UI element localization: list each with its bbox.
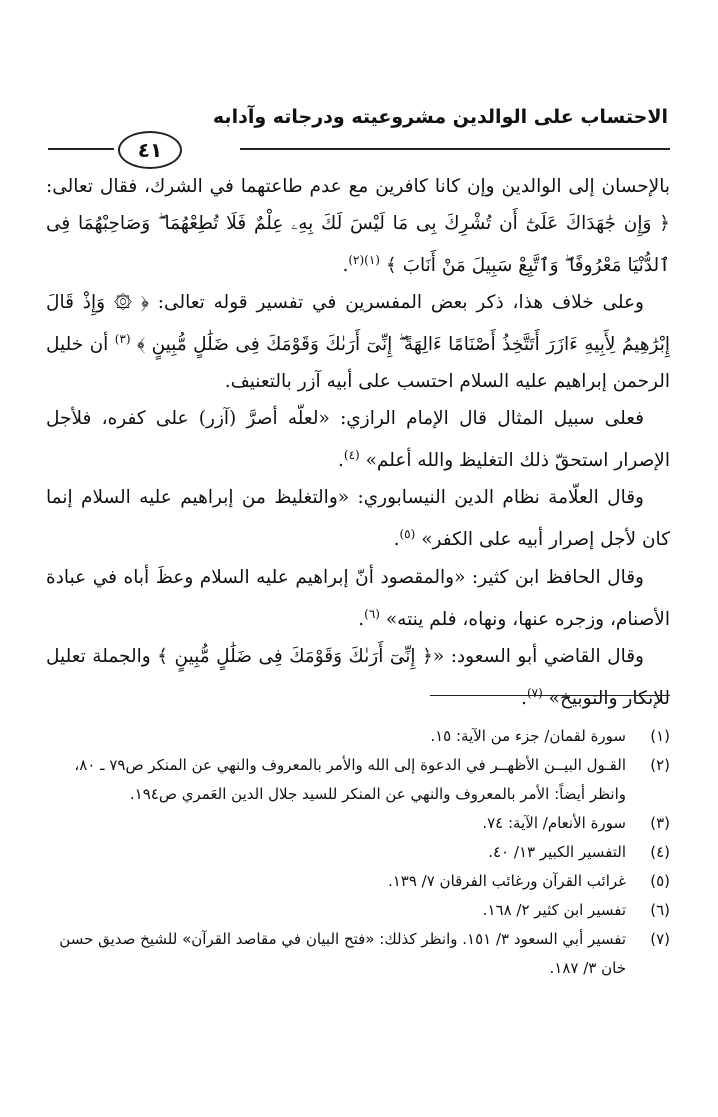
footnote-divider: [430, 695, 670, 696]
footnote: (٧) تفسير أبي السعود ٣/ ١٥١. وانظر كذلك: «فتح البيان في مقاصد القرآن» للشيخ صديق حسن خان ٣/ ١٨٧.: [59, 930, 670, 977]
paragraph: وقال الحافظ ابن كثير: «والمقصود أنّ إبراهيم عليه السلام وعظَ أباه في عبادة الأصنام، وزجره عنها، ونهاه، فلم ينته» $^{(٦)}$.: [46, 566, 670, 630]
footnote-ref: (٤): [343, 448, 360, 463]
paragraph: فعلى سبيل المثال قال الإمام الرازي: «لعلّه أصرَّ (آزر) على كفره، فلأجل الإصرار استحقّ ذلك التغليظ والله أعلم» $^{(٤)}$.: [46, 408, 670, 472]
footnotes: [46, 722, 670, 983]
footnote: (١) سورة لقمان/ جزء من الآية: ١٥.: [430, 727, 670, 745]
header-rule-right: [240, 148, 670, 150]
main-text: [46, 168, 670, 717]
footnote: (٢) القـول البيــن الأظهــر في الدعوة إلى الله والأمر بالمعروف والنهي عن المنكر ص٧٩ ـ ٨٠، وانظر أيضاً: الأمر بالمعروف والنهي عن المنكر للسيد جلال الدين العَمري ص١٩٤.: [74, 756, 670, 803]
footnote-ref: (٦): [364, 606, 380, 621]
footnote-ref: (١)(٢): [348, 253, 380, 267]
footnote: (٣) سورة الأنعام/ الآية: ٧٤.: [482, 814, 670, 832]
running-header-title: الاحتساب على الوالدين مشروعيته ودرجاته وآدابه: [212, 106, 668, 128]
paragraph: بالإحسان إلى الوالدين وإن كانا كافرين مع عدم طاعتهما في الشرك، فقال تعالى: ﴿ وَإِن جَٰهَدَاكَ عَلَىٰٓ أَن تُشْرِكَ بِى مَا لَيْسَ لَكَ بِهِۦ عِلْمٌ فَلَا تُطِعْهُمَا ۖ وَصَاحِبْهُمَا فِى ٱلدُّنْيَا مَعْرُوفًا ۖ وَٱتَّبِعْ سَبِيلَ مَنْ أَنَابَ ﴾ $^{(١)(٢)}$.: [46, 176, 670, 277]
header-rule-left: [48, 148, 114, 150]
footnote: (٤) التفسير الكبير ١٣/ ٤٠.: [488, 843, 670, 861]
paragraph: وقال القاضي أبو السعود: «﴿ إِنِّىٓ أَرَىٰكَ وَقَوْمَكَ فِى ضَلَٰلٍ مُّبِينٍ ﴾ والجملة تعليل للإنكار والتوبيخ» $^{(٧)}$.: [46, 645, 670, 709]
paragraph: وعلى خلاف هذا، ذكر بعض المفسرين في تفسير قوله تعالى: ﴿ ۞ وَإِذْ قَالَ إِبْرَٰهِيمُ لِأَبِيهِ ءَازَرَ أَتَتَّخِذُ أَصْنَامًا ءَالِهَةً ۖ إِنِّىٓ أَرَىٰكَ وَقَوْمَكَ فِى ضَلَٰلٍ مُّبِينٍ ﴾ $^{(٣)}$ أن خليل الرحمن إبراهيم عليه السلام احتسب على أبيه آزر بالتعنيف.: [46, 292, 670, 393]
footnote: (٦) تفسير ابن كثير ٢/ ١٦٨.: [482, 901, 670, 919]
page-number: ٤١: [118, 131, 182, 169]
footnote: (٥) غرائب القرآن ورغائب الفرقان ٧/ ١٣٩.: [387, 872, 670, 890]
paragraph: وقال العلّامة نظام الدين النيسابوري: «والتغليظ من إبراهيم عليه السلام إنما كان لأجل إصرار أبيه على الكفر» $^{(٥)}$.: [46, 487, 670, 551]
footnote-ref: (٥): [399, 527, 416, 542]
footnote-ref: (٧): [526, 685, 543, 700]
footnote-ref: (٣): [114, 332, 131, 347]
